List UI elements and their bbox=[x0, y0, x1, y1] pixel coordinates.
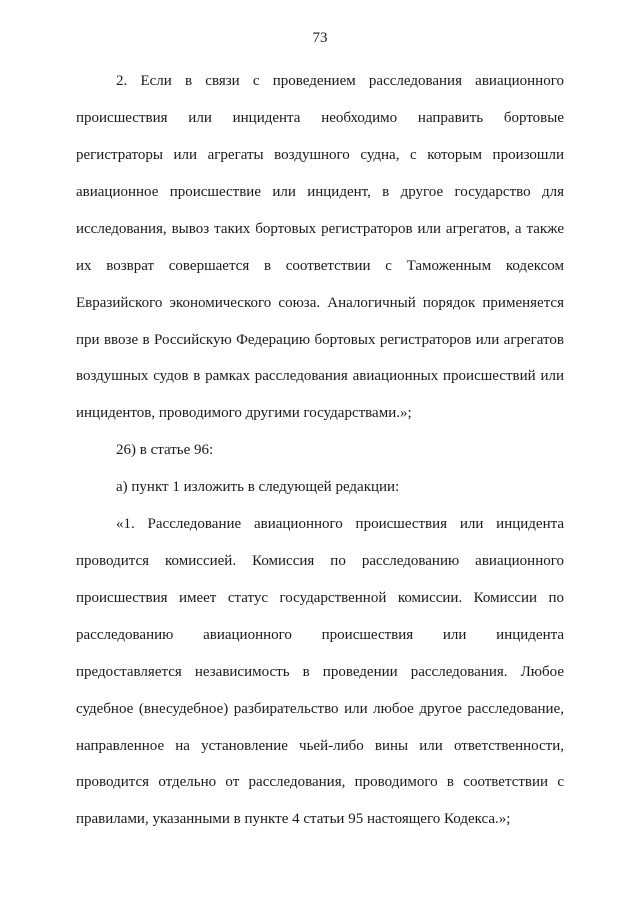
text-line: 26) в статье 96: bbox=[116, 442, 214, 458]
text-line: регистраторы или агрегаты воздушного судна, с которым произошли bbox=[76, 147, 564, 163]
text-line: правилами, указанными в пункте 4 статьи 95 настоящего Кодекса.»; bbox=[76, 811, 511, 827]
page-number: 73 bbox=[312, 30, 328, 46]
text-line: исследования, вывоз таких бортовых регистраторов или агрегатов, а также bbox=[76, 221, 564, 237]
text-line: расследованию авиационного происшествия или инцидента bbox=[76, 627, 564, 643]
text-line: авиационное происшествие или инцидент, в другое государство для bbox=[76, 184, 564, 200]
text-line: проводится отдельно от расследования, проводимого в соответствии с bbox=[76, 774, 564, 790]
text-line: происшествия или инцидента необходимо направить бортовые bbox=[76, 110, 564, 126]
text-line: 2. Если в связи с проведением расследования авиационного bbox=[116, 73, 564, 89]
text-line: направленное на установление чьей-либо вины или ответственности, bbox=[76, 738, 564, 754]
text-line: воздушных судов в рамках расследования авиационных происшествий или bbox=[76, 368, 564, 384]
text-line: инцидентов, проводимого другими государствами.»; bbox=[76, 405, 412, 421]
text-line: а) пункт 1 изложить в следующей редакции: bbox=[116, 479, 400, 495]
text-line: их возврат совершается в соответствии с Таможенным кодексом bbox=[76, 258, 564, 274]
text-line: при ввозе в Российскую Федерацию бортовых регистраторов или агрегатов bbox=[76, 332, 564, 348]
text-line: судебное (внесудебное) разбирательство или любое другое расследование, bbox=[76, 701, 564, 717]
text-line: Евразийского экономического союза. Аналогичный порядок применяется bbox=[76, 295, 564, 311]
text-line: «1. Расследование авиационного происшествия или инцидента bbox=[116, 516, 564, 532]
text-line: происшествия имеет статус государственной комиссии. Комиссии по bbox=[76, 590, 564, 606]
text-line: проводится комиссией. Комиссия по расследованию авиационного bbox=[76, 553, 564, 569]
text-line: предоставляется независимость в проведении расследования. Любое bbox=[76, 664, 564, 680]
